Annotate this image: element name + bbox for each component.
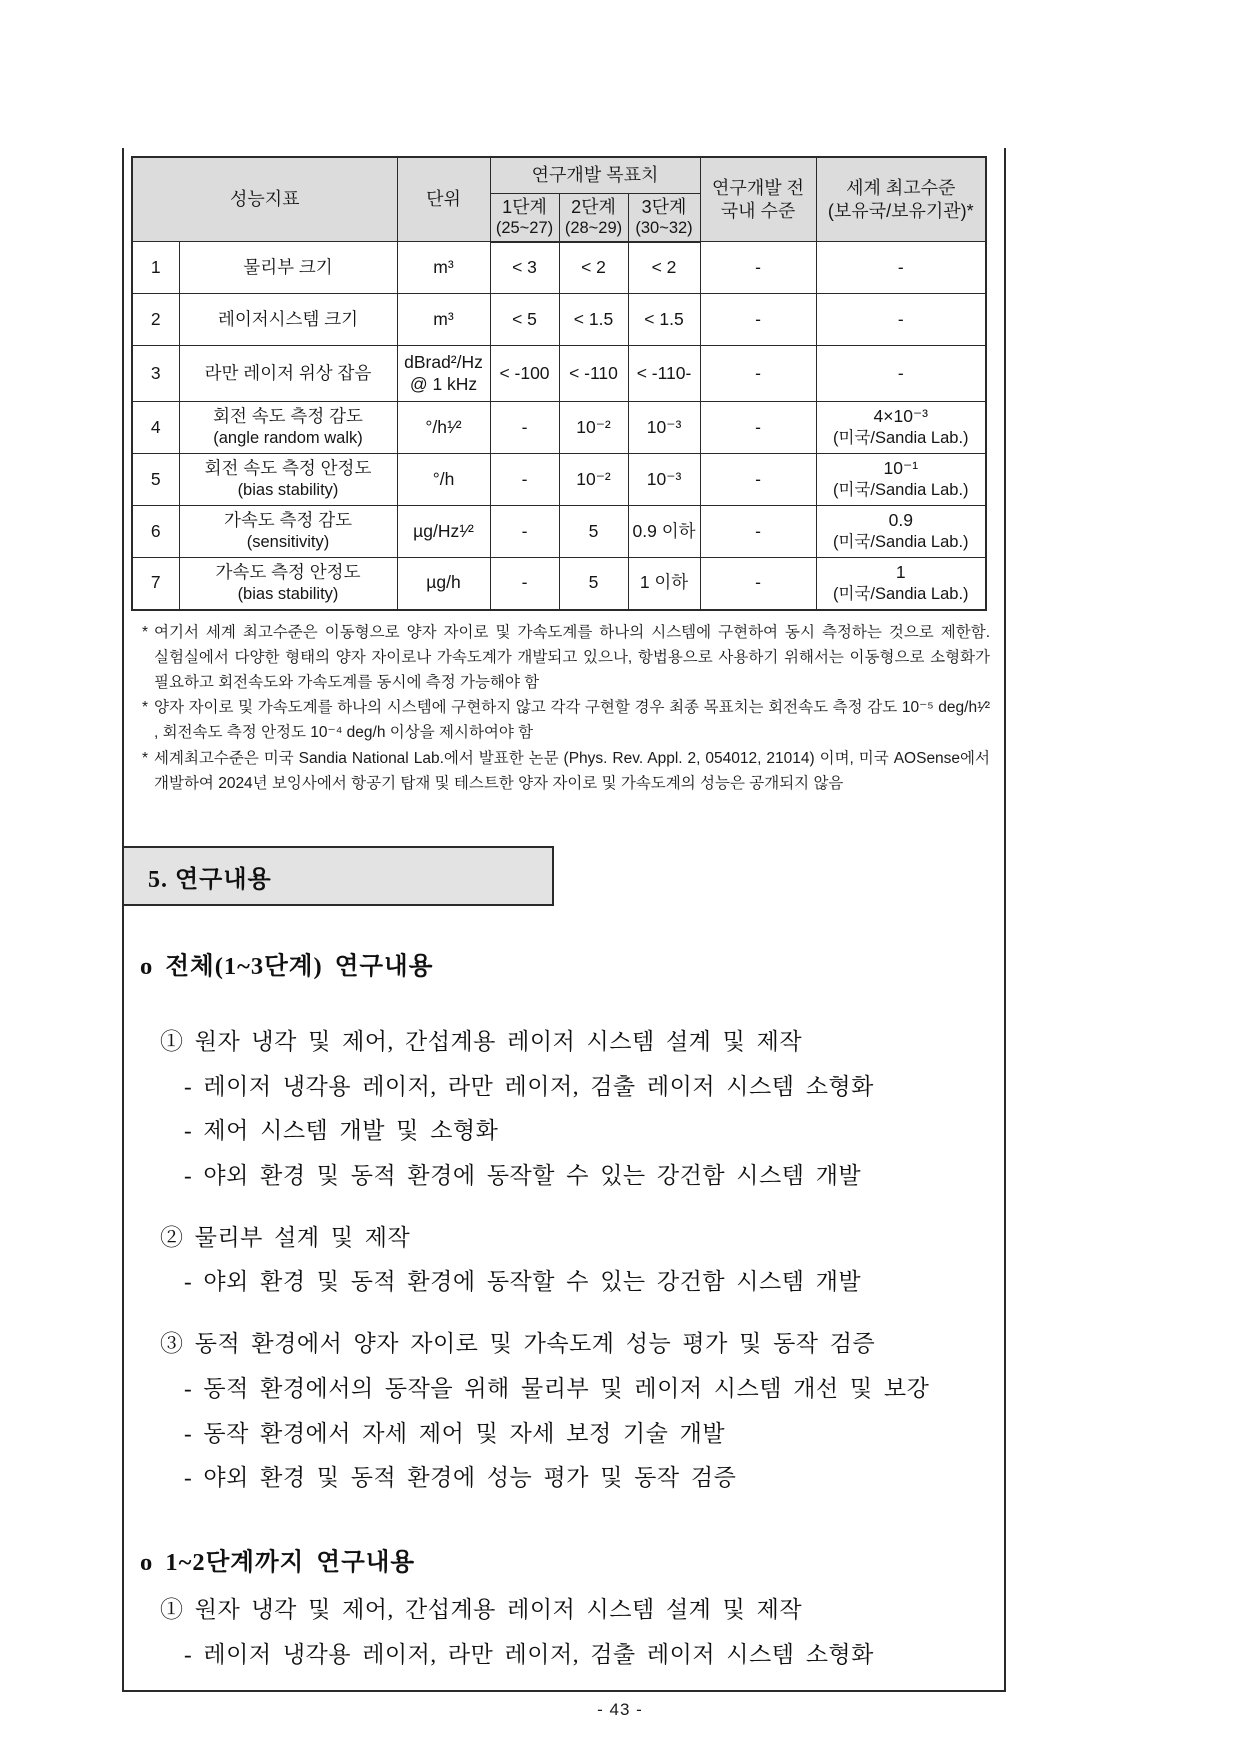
world-value: -: [816, 242, 986, 294]
footnote-text: 세계최고수준은 미국 Sandia National Lab.에서 발표한 논문 (Phys. Rev. Appl. 2, 054012, 21014) 이며, 미국 AOSense에서 개발하여 2024년 보잉사에서 항공기 탑재 및 테스트한 양자 자이로 및 가속도계의 성능은 공개되지 않음: [154, 749, 990, 792]
stage1-value: < 3: [490, 242, 559, 294]
table-row: [132, 558, 986, 610]
row-number: 5: [132, 454, 179, 506]
content-item: ① 원자 냉각 및 제어, 간섭계용 레이저 시스템 설계 및 제작: [160, 1596, 803, 1622]
footnotes: [136, 621, 990, 798]
world-best-org: (미국/Sandia Lab.): [833, 429, 969, 448]
header-domestic-line1: 연구개발 전: [712, 178, 804, 199]
footnote-marker: *: [141, 699, 149, 717]
metric-name: 물리부 크기: [179, 242, 397, 294]
world-best-value: 0.9: [888, 510, 913, 531]
header-domestic-line2: 국내 수준: [720, 200, 796, 221]
content-subitem: - 레이저 냉각용 레이저, 라만 레이저, 검출 레이저 시스템 소형화: [184, 1073, 874, 1099]
world-value: -: [816, 346, 986, 402]
table-row: [132, 454, 986, 506]
stage3-value: 10⁻³: [628, 454, 700, 506]
header-target-group: 연구개발 목표치: [490, 157, 700, 193]
domestic-value: -: [700, 402, 816, 454]
stage1-name: 1단계: [502, 196, 547, 217]
domestic-value: -: [700, 506, 816, 558]
metric-name-ko: 가속도 측정 안정도: [215, 562, 361, 583]
world-best-org: (미국/Sandia Lab.): [833, 533, 969, 552]
content-item: ③ 동적 환경에서 양자 자이로 및 가속도계 성능 평가 및 동작 검증: [160, 1331, 876, 1357]
content-subitem: - 야외 환경 및 동적 환경에 동작할 수 있는 강건함 시스템 개발: [184, 1163, 862, 1188]
header-metric: 성능지표: [132, 157, 397, 242]
content-subitem: - 동작 환경에서 자세 제어 및 자세 보정 기술 개발: [184, 1420, 726, 1446]
header-world-line2: (보유국/보유기관)*: [827, 200, 974, 221]
footnote-text: 양자 자이로 및 가속도계를 하나의 시스템에 구현하지 않고 각각 구현할 경우 최종 목표치는 회전속도 측정 감도 10⁻⁵ deg/h¹⁄² , 회전속도 측정 안정도 10⁻⁴ deg/h 이상을 제시하여야 함: [154, 699, 990, 742]
row-number: 2: [132, 294, 179, 346]
metric-name: 레이저시스템 크기: [179, 294, 397, 346]
content-subitem: - 레이저 냉각용 레이저, 라만 레이저, 검출 레이저 시스템 소형화: [184, 1641, 874, 1667]
row-number: 7: [132, 558, 179, 610]
domestic-value: -: [700, 294, 816, 346]
content-subitem: - 야외 환경 및 동적 환경에 성능 평가 및 동작 검증: [184, 1465, 737, 1491]
stage2-value: 5: [559, 506, 628, 558]
table-row: [132, 346, 986, 402]
footnote-marker: *: [141, 624, 149, 641]
stage3-value: 1 이하: [628, 558, 700, 610]
header-world: [816, 157, 986, 242]
world-best-org: (미국/Sandia Lab.): [833, 585, 969, 603]
stage2-name: 2단계: [571, 196, 616, 217]
stage2-value: < 1.5: [559, 294, 628, 346]
content-subitem: - 야외 환경 및 동적 환경에 동작할 수 있는 강건함 시스템 개발: [184, 1269, 862, 1295]
domestic-value: -: [700, 242, 816, 294]
performance-table: [131, 156, 987, 611]
stage3-value: < -110-: [628, 346, 700, 402]
metric-name-en: (bias stability): [237, 585, 339, 603]
metric-unit: m³: [397, 294, 490, 346]
stage3-period: (30~32): [635, 219, 693, 237]
header-unit: 단위: [397, 157, 490, 242]
metric-name-en: (bias stability): [237, 481, 339, 500]
stage3-value: < 1.5: [628, 294, 700, 346]
stage1-value: < 5: [490, 294, 559, 346]
metric-unit: [397, 346, 490, 402]
metric-name: [179, 402, 397, 454]
metric-name-en: (angle random walk): [213, 429, 363, 448]
metric-unit: m³: [397, 242, 490, 294]
world-best-org: (미국/Sandia Lab.): [833, 481, 969, 500]
unit-line1: dBrad²/Hz: [404, 351, 483, 372]
metric-name-ko: 회전 속도 측정 감도: [213, 406, 363, 427]
metric-unit: µg/Hz¹⁄²: [397, 506, 490, 558]
world-best-value: 10⁻¹: [883, 458, 919, 479]
stage3-value: 0.9 이하: [628, 506, 700, 558]
metric-name: 라만 레이저 위상 잡음: [179, 346, 397, 402]
section-heading-label: 5. 연구내용: [148, 866, 272, 893]
metric-name-ko: 가속도 측정 감도: [223, 510, 353, 531]
stage2-period: (28~29): [564, 219, 623, 237]
content-subitem: - 제어 시스템 개발 및 소형화: [184, 1118, 499, 1144]
stage3-value: 10⁻³: [628, 402, 700, 454]
content-item: ① 원자 냉각 및 제어, 간섭계용 레이저 시스템 설계 및 제작: [160, 1028, 803, 1054]
metric-unit: µg/h: [397, 558, 490, 610]
content-item: ② 물리부 설계 및 제작: [160, 1224, 411, 1250]
world-value: [816, 402, 986, 454]
header-stage3: [628, 193, 700, 242]
stage1-value: -: [490, 558, 559, 610]
domestic-value: -: [700, 346, 816, 402]
content-subtitle: o 1~2단계까지 연구내용: [140, 1549, 416, 1577]
metric-unit: °/h: [397, 454, 490, 506]
world-value: [816, 506, 986, 558]
footnote-marker: *: [141, 749, 149, 767]
footnote-text: 여기서 세계 최고수준은 이동형으로 양자 자이로 및 가속도계를 하나의 시스템에 구현하여 동시 측정하는 것으로 제한함. 실험실에서 다양한 형태의 양자 자이로나 가속도계가 개발되고 있으나, 항법용으로 사용하기 위해서는 이동형으로 소형화가 필요하고 회전속도와 가속도계를 동시에 측정 가능해야 함: [154, 624, 990, 691]
metric-name: [179, 506, 397, 558]
world-value: -: [816, 294, 986, 346]
table-row: [132, 242, 986, 294]
header-row-top: [132, 157, 986, 193]
stage3-value: < 2: [628, 242, 700, 294]
stage1-value: -: [490, 454, 559, 506]
stage1-period: (25~27): [495, 219, 554, 237]
research-content: [140, 930, 990, 1683]
stage2-value: < -110: [559, 346, 628, 402]
metric-name: [179, 558, 397, 610]
stage2-value: 5: [559, 558, 628, 610]
world-best-value: 4×10⁻³: [873, 406, 929, 427]
footnote: [136, 747, 990, 797]
unit-line2: @ 1 kHz: [409, 373, 478, 394]
header-domestic: [700, 157, 816, 242]
metric-name: [179, 454, 397, 506]
table-row: [132, 506, 986, 558]
row-number: 1: [132, 242, 179, 294]
metric-name-en: (sensitivity): [246, 533, 330, 552]
footnote: [136, 696, 990, 746]
world-value: [816, 558, 986, 610]
metric-unit: °/h¹⁄²: [397, 402, 490, 454]
table-row: [132, 294, 986, 346]
row-number: 3: [132, 346, 179, 402]
row-number: 6: [132, 506, 179, 558]
stage1-value: -: [490, 506, 559, 558]
page-number: - 43 -: [597, 1700, 643, 1719]
stage1-value: -: [490, 402, 559, 454]
stage3-name: 3단계: [641, 196, 687, 217]
section-heading: [122, 846, 554, 906]
table-row: [132, 402, 986, 454]
domestic-value: -: [700, 454, 816, 506]
header-stage1: [490, 193, 559, 242]
stage1-value: < -100: [490, 346, 559, 402]
stage2-value: < 2: [559, 242, 628, 294]
domestic-value: -: [700, 558, 816, 610]
footnote: [136, 621, 990, 695]
stage2-value: 10⁻²: [559, 402, 628, 454]
stage2-value: 10⁻²: [559, 454, 628, 506]
row-number: 4: [132, 402, 179, 454]
content-subtitle: o 전체(1~3단계) 연구내용: [140, 953, 434, 980]
metric-name-ko: 회전 속도 측정 안정도: [204, 458, 372, 479]
content-subitem: - 동적 환경에서의 동작을 위해 물리부 및 레이저 시스템 개선 및 보강: [184, 1375, 930, 1401]
world-best-value: 1: [895, 562, 906, 583]
world-value: [816, 454, 986, 506]
header-world-line1: 세계 최고수준: [846, 178, 956, 199]
header-stage2: [559, 193, 628, 242]
